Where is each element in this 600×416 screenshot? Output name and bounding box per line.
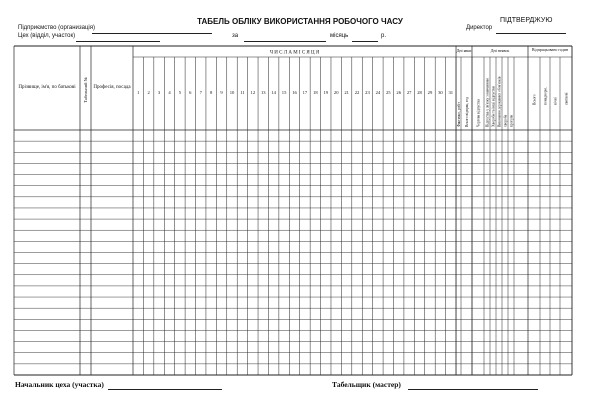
year-suffix: р.: [381, 33, 387, 39]
day-number: 2: [147, 90, 150, 95]
absent-group-header: Дні неявок: [490, 48, 510, 53]
day-number: 30: [438, 90, 443, 95]
day-number: 25: [385, 90, 391, 95]
hours-col-header: нічні: [553, 97, 558, 105]
hours-col-header: святкові: [564, 92, 569, 105]
col-prof-header: Професія, посада: [93, 85, 131, 90]
absent-col-header: Хвороби та інші відпустки: [491, 85, 496, 127]
timekeeper-signature-field[interactable]: [408, 389, 538, 390]
month-label: місяць: [330, 33, 349, 39]
day-number: 21: [344, 90, 349, 95]
day-number: 24: [375, 90, 381, 95]
day-number: 3: [157, 90, 161, 95]
hours-col-header: понаднорм.: [543, 87, 548, 105]
day-number: 27: [406, 90, 412, 95]
shop-label: Цех (відділ, участок): [18, 33, 76, 39]
hours-col-header: Всього: [532, 94, 537, 105]
day-number: 26: [396, 90, 402, 95]
worked-col-header: Фактично, робіт: [456, 102, 461, 127]
worked-col-header: Всього відпрац. год: [464, 97, 469, 127]
day-number: 28: [417, 90, 422, 95]
worked-group-header: Дні явки: [456, 48, 472, 53]
day-number: 8: [210, 90, 213, 95]
day-number: 6: [189, 90, 192, 95]
chief-signature-field[interactable]: [108, 389, 222, 390]
absent-col-header: Чергова відпустка: [476, 99, 481, 127]
day-number: 4: [168, 90, 171, 95]
day-number: 18: [313, 90, 318, 95]
chief-label: Начальник цеха (участка): [15, 380, 104, 389]
day-number: 22: [354, 90, 360, 95]
day-number: 19: [323, 90, 329, 95]
col-tab-header: Табельний №: [83, 77, 88, 103]
absent-col-header: Відпустка у зв'язку з навчанням: [485, 78, 490, 127]
days-group-header: Ч И С Л А М І С Я Ц Я: [269, 50, 320, 56]
day-number: 14: [271, 90, 276, 95]
day-number: 23: [365, 90, 370, 95]
timekeeper-label: Табельщик (мастер): [332, 380, 401, 389]
day-number: 17: [302, 90, 308, 95]
day-number: 20: [333, 90, 339, 95]
period-prefix: за: [232, 33, 239, 39]
enterprise-label: Підприємство (организація): [18, 25, 95, 31]
absent-col-header: хвороба: [503, 114, 508, 127]
day-number: 29: [427, 90, 433, 95]
day-number: 1: [137, 90, 140, 95]
day-number: 7: [199, 90, 202, 95]
day-number: 12: [250, 90, 256, 95]
day-number: 13: [260, 90, 266, 95]
day-number: 9: [220, 90, 223, 95]
day-number: 16: [292, 90, 297, 95]
day-number: 15: [281, 90, 287, 95]
approve-label: ПІДТВЕРДЖУЮ: [500, 17, 553, 24]
hours-group-header: Відпрацьовано годин: [531, 47, 569, 52]
day-number: 31: [448, 90, 454, 95]
absent-col-header: прогули: [509, 114, 514, 127]
day-number: 11: [240, 90, 245, 95]
director-label: Директор: [466, 25, 493, 31]
day-number: 5: [178, 90, 182, 95]
absent-col-header: Виконання державних обов'язків: [497, 76, 502, 127]
document-title: ТАБЕЛЬ ОБЛІКУ ВИКОРИСТАННЯ РОБОЧОГО ЧАСУ: [197, 17, 403, 26]
col-name-header: Прізвище, ім'я, по батькові: [18, 85, 76, 90]
day-number: 10: [229, 90, 235, 95]
